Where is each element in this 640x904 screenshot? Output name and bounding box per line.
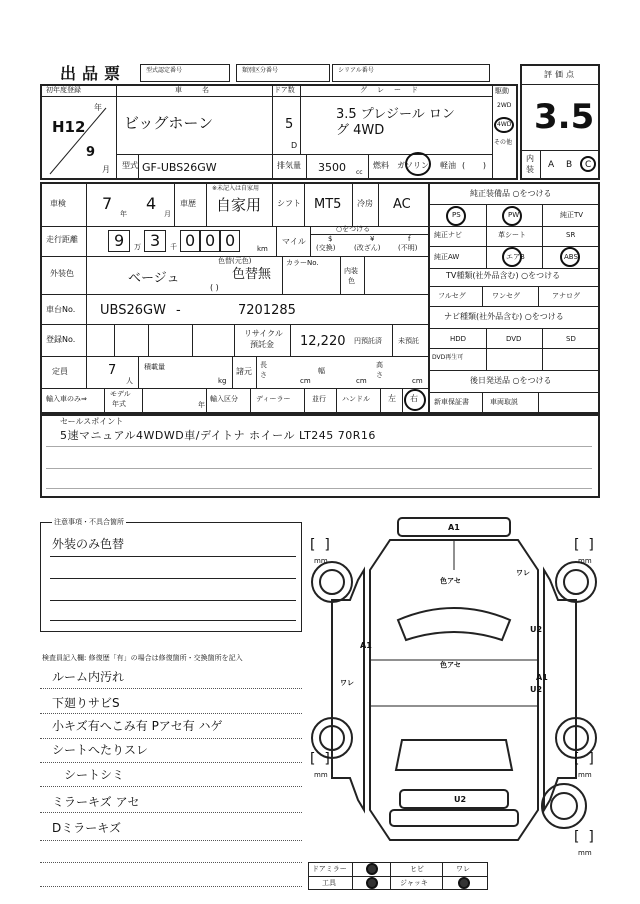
mile-opt1-b: (交換): [316, 244, 336, 252]
score-label: 評価点: [544, 70, 577, 79]
colorno-label: カラーNo.: [286, 259, 319, 267]
height-label-1: 高: [376, 361, 383, 369]
shift-value: MT5: [314, 197, 342, 212]
length-label-2: さ: [260, 371, 267, 379]
type-value: GF-UBS26GW: [142, 161, 217, 174]
inspector-line-1: ルーム内汚れ: [52, 670, 125, 684]
drive-4wd-circle-mark: [494, 117, 514, 133]
tv-fullseg: フルセグ: [438, 292, 466, 300]
mile-label: マイル: [282, 237, 306, 246]
inspector-line-5: シートシミ: [64, 768, 125, 782]
check-door-mirror: ドアミラー: [312, 865, 347, 873]
tv-analog: アナログ: [552, 292, 580, 300]
mileage-unit: km: [257, 245, 268, 253]
doors-value: 5: [285, 117, 294, 132]
ps-circle-mark: [446, 206, 466, 226]
capacity-label: 定員: [52, 367, 68, 376]
repaint-value: 色替無: [232, 267, 272, 282]
option-ps: PS: [452, 211, 461, 219]
mm-4: mm: [578, 771, 592, 779]
later-warranty: 新車保証書: [434, 398, 469, 406]
grade-value-1: 3.5 プレジール ロン: [336, 107, 455, 122]
shift-label: シフト: [277, 199, 301, 208]
year-unit: 年: [94, 103, 102, 112]
fuel-gasoline-circle-mark: [405, 152, 431, 176]
airbag-circle-mark: [502, 247, 522, 267]
notes-line-1: 外装のみ色替: [52, 537, 125, 551]
mark-wl-top: ワレ: [516, 569, 530, 577]
chassis-dash: -: [176, 303, 181, 318]
option-tv: 純正TV: [560, 211, 584, 219]
mileage-digit-3: 0: [185, 231, 196, 250]
mark-wl-left: ワレ: [340, 679, 354, 687]
interior-a: A: [548, 160, 555, 170]
right-handle-circle-mark: [404, 389, 426, 411]
option-pw: PW: [508, 211, 520, 219]
navi-dvd: DVD: [506, 335, 522, 343]
chassis-value-2: 7201285: [238, 303, 296, 318]
check-crack: ヒビ: [410, 865, 424, 873]
parallel: 並行: [312, 395, 326, 403]
capacity-value: 7: [108, 363, 117, 378]
mm-1: mm: [314, 557, 328, 565]
load-label: 積載量: [144, 363, 165, 371]
mile-opt2-b: (改ざん): [354, 244, 381, 252]
mark-u2-right: U2: [530, 625, 543, 634]
abs-circle-mark: [560, 247, 580, 267]
mark-u2-right-2: U2: [530, 685, 543, 694]
dealer: ディーラー: [256, 395, 291, 403]
page-title: 出品票: [60, 64, 127, 83]
height-cm: cm: [412, 377, 423, 385]
chassis-label: 車台No.: [46, 305, 76, 314]
load-unit: kg: [218, 377, 227, 385]
height-label-2: さ: [376, 371, 383, 379]
recycle-label-2: 預託金: [250, 340, 274, 349]
mileage-sen: 千: [170, 243, 177, 251]
option-navi: 純正ナビ: [434, 231, 462, 239]
ac-value: AC: [393, 197, 411, 212]
inspection-month-unit: 月: [164, 210, 171, 218]
color-value: ベージュ: [128, 271, 180, 286]
grade-value-2: グ 4WD: [336, 123, 385, 138]
interior-b: B: [566, 160, 573, 170]
interior-label-1: 内: [526, 154, 534, 163]
model-year-unit: 年: [198, 401, 205, 409]
mile-opt3-a: f: [408, 235, 411, 243]
fuel-value: ガソリン: [397, 161, 429, 170]
recycle-unpaid: 未預託: [398, 337, 419, 345]
score-value: 3.5: [534, 97, 595, 137]
displacement-unit: cc: [356, 169, 363, 176]
left: 左: [388, 394, 396, 403]
recycle-label-1: リサイクル: [244, 329, 283, 338]
color-label: 外装色: [50, 269, 74, 278]
mile-opt2-a: ¥: [370, 235, 375, 243]
handle-label: ハンドル: [342, 395, 370, 403]
model-year-label-2: 年式: [112, 400, 126, 408]
first-reg-era-year: H12: [52, 118, 86, 136]
light-oil-label: 軽油: [440, 161, 456, 170]
inspector-line-2: 下廻りサビS: [52, 696, 120, 710]
first-reg-month: 9: [86, 145, 96, 160]
sales-block: [40, 414, 600, 498]
right: 右: [410, 394, 418, 403]
import-cat-label: 輸入区分: [210, 395, 238, 403]
first-reg-label: 初年度登録: [46, 86, 81, 94]
length-cm: cm: [300, 377, 311, 385]
doors-unit: D: [291, 141, 298, 150]
inspector-line-7: Dミラーキズ: [52, 821, 122, 835]
option-airbag: エアB: [506, 253, 525, 261]
interior-color-label-2: 色: [348, 277, 355, 285]
navi-dvd-play: DVD再生可: [432, 354, 464, 361]
month-unit: 月: [102, 165, 110, 174]
inspector-line-3: 小キズ有へこみ有 Pアセ有 ハゲ: [52, 719, 223, 733]
check-tools: 工具: [322, 879, 336, 887]
recycle-value: 12,220: [300, 334, 346, 349]
mile-opt1-a: $: [328, 235, 333, 243]
interior-c-circle-mark: [580, 156, 596, 172]
mark-a1-right: A1: [536, 673, 548, 682]
category-label: 類別区分番号: [242, 67, 279, 74]
mileage-digit-1: 9: [114, 231, 125, 250]
history-label: 車歴: [180, 199, 196, 208]
navi-sd: SD: [566, 335, 576, 343]
later-title: 後日発送品 ○をつける: [470, 376, 552, 385]
mileage-digit-2: 3: [150, 231, 161, 250]
doors-label: ドア数: [274, 86, 295, 94]
repaint-paren: ( ): [210, 283, 219, 292]
mark-a1-top: A1: [448, 523, 460, 532]
inspection-label: 車検: [50, 199, 66, 208]
mm-3: mm: [314, 771, 328, 779]
capacity-unit: 人: [126, 377, 133, 385]
vehicle-name: ビッグホーン: [124, 114, 214, 132]
chassis-value-1: UBS26GW: [100, 303, 166, 318]
recycle-paid: 円預託済: [354, 337, 382, 345]
navi-hdd: HDD: [450, 335, 467, 343]
inspector-line-6: ミラーキズ アセ: [52, 795, 140, 809]
drive-other: その他: [494, 139, 513, 146]
sales-label: セールスポイント: [60, 417, 124, 426]
grade-label: グレード: [360, 86, 428, 94]
inspection-year: 7: [102, 194, 113, 213]
check-jack: ジャッキ: [400, 879, 428, 887]
history-value: 自家用: [216, 196, 262, 214]
mile-circle-note: ○をつける: [336, 225, 371, 233]
option-sr: SR: [566, 231, 576, 239]
mm-2: mm: [578, 557, 592, 565]
navi-type-title: ナビ種類(社外品含む) ○をつける: [444, 312, 564, 321]
mm-5: mm: [578, 849, 592, 857]
history-note: ※未記入は自家用: [212, 185, 260, 192]
serial-label: シリアル番号: [338, 67, 374, 74]
notes-label: 注意事項・不具合箇所: [54, 518, 124, 526]
drive-label: 駆動: [495, 87, 509, 95]
mark-u2-bottom: U2: [454, 795, 467, 804]
inspection-month: 4: [146, 194, 157, 213]
regno-label: 登録No.: [46, 335, 76, 344]
mark-color-mid: 色アセ: [440, 661, 461, 669]
tv-oneseg: ワンセグ: [492, 292, 520, 300]
fuel-label: 燃料: [373, 161, 389, 170]
mile-opt3-b: (不明): [398, 244, 418, 252]
width-label: 幅: [318, 367, 325, 375]
option-abs: ABS: [564, 253, 578, 261]
mark-a1-left: A1: [360, 641, 372, 650]
check-break: ワレ: [456, 865, 470, 873]
tv-type-title: TV種類(社外品含む) ○をつける: [446, 271, 561, 280]
sales-text: 5速マニュアル4WDWD車/デイトナ ホイール LT245 70R16: [60, 429, 376, 442]
displacement-value: 3500: [318, 161, 346, 174]
pw-circle-mark: [502, 206, 522, 226]
interior-c: C: [585, 160, 592, 170]
mileage-digit-5: 0: [225, 231, 236, 250]
inspector-line-4: シートへたりスレ: [52, 743, 149, 757]
interior-color-label-1: 内装: [344, 267, 358, 275]
mileage-man: 万: [134, 243, 141, 251]
option-leather: 革シート: [498, 231, 526, 239]
mileage-label: 走行距離: [46, 235, 78, 244]
model-year-label-1: モデル: [110, 390, 131, 398]
width-cm: cm: [356, 377, 367, 385]
dims-label: 諸元: [236, 367, 252, 376]
drive-4wd: 4WD: [497, 121, 512, 128]
displacement-label: 排気量: [277, 161, 301, 170]
drive-2wd: 2WD: [497, 102, 512, 109]
inspector-label: 検査員記入欄: 修復歴「有」の場合は修復箇所・交換箇所を記入: [42, 654, 243, 662]
type-label: 型式: [122, 161, 138, 170]
import-label: 輸入車のみ⇒: [46, 395, 87, 403]
ac-label: 冷房: [357, 199, 373, 208]
interior-label-2: 装: [526, 165, 534, 174]
repaint-label: 色替(元色): [218, 257, 252, 265]
model-cert-label: 型式認定番号: [146, 67, 183, 74]
options-title: 純正装備品 ○をつける: [470, 189, 552, 198]
mileage-digit-4: 0: [205, 231, 216, 250]
later-manual: 車両取説: [490, 398, 518, 406]
option-aw: 純正AW: [434, 253, 460, 261]
name-label: 車名: [175, 86, 229, 94]
length-label-1: 長: [260, 361, 267, 369]
inspection-year-unit: 年: [120, 210, 127, 218]
mark-color-top: 色アセ: [440, 577, 461, 585]
